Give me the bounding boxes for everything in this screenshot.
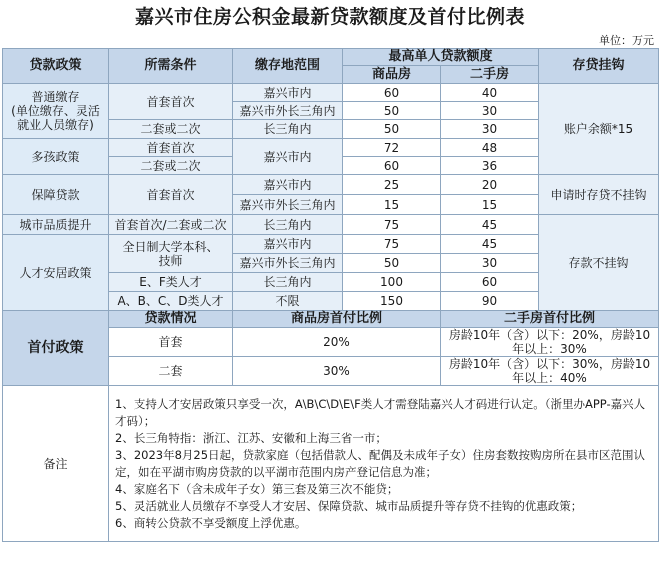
scope-cell: 嘉兴市内: [233, 175, 343, 195]
down-payment-first: 首套: [109, 328, 233, 357]
note-item: 3、2023年8月25日起，贷款家庭（包括借款人、配偶及未成年子女）住房套数按购房所在县市区范围认定，如在平湖市购房贷款的以平湖市范围内房产登记信息为准；: [115, 447, 646, 479]
condition-cell: 全日制大学本科、 技师: [109, 235, 233, 273]
header-condition: 所需条件: [109, 49, 233, 84]
condition-cell: E、F类人才: [109, 273, 233, 292]
scope-cell: 嘉兴市外长三角内: [233, 195, 343, 215]
commercial-quota: 60: [343, 157, 441, 175]
notes-content: [109, 386, 659, 542]
down-payment-second-header: 二手房首付比例: [441, 311, 659, 328]
policy-city-quality: 城市品质提升: [3, 215, 109, 235]
scope-cell: 长三角内: [233, 273, 343, 292]
down-payment-commercial-header: 商品房首付比例: [233, 311, 441, 328]
note-item: 1、支持人才安居政策只享受一次，A\B\C\D\E\F类人才需登陆嘉兴人才码进行认定。（浙里办APP-嘉兴人才码）；: [115, 396, 646, 428]
note-item: 6、商转公贷款不享受额度上浮优惠。: [115, 515, 307, 530]
linkage-not-linked: 存款不挂钩: [539, 215, 659, 311]
header-policy: 贷款政策: [3, 49, 109, 84]
scope-cell: 嘉兴市内: [233, 84, 343, 102]
commercial-quota: 15: [343, 195, 441, 215]
second-hand-quota: 15: [441, 195, 539, 215]
second-hand-quota: 40: [441, 84, 539, 102]
second-hand-quota: 90: [441, 292, 539, 311]
note-item: 5、灵活就业人员缴存不享受人才安居、保障贷款、城市品质提升等存贷不挂钩的优惠政策；: [115, 498, 583, 513]
condition-cell: A、B、C、D类人才: [109, 292, 233, 311]
commercial-quota: 75: [343, 215, 441, 235]
header-commercial: 商品房: [343, 66, 441, 84]
page-title: 嘉兴市住房公积金最新贷款额度及首付比例表: [134, 6, 525, 28]
commercial-quota: 60: [343, 84, 441, 102]
note-item: 4、家庭名下（含未成年子女）第三套及第三次不能贷；: [115, 481, 399, 496]
scope-cell: 嘉兴市外长三角内: [233, 254, 343, 273]
second-hand-quota: 30: [441, 102, 539, 120]
second-hand-quota: 60: [441, 273, 539, 292]
down-payment-first-commercial: 20%: [233, 328, 441, 357]
second-hand-quota: 20: [441, 175, 539, 195]
down-payment-loan-status: 贷款情况: [109, 311, 233, 328]
commercial-quota: 100: [343, 273, 441, 292]
commercial-quota: 50: [343, 120, 441, 139]
policy-multi-child: 多孩政策: [3, 139, 109, 175]
header-second-hand: 二手房: [441, 66, 539, 84]
commercial-quota: 72: [343, 139, 441, 157]
linkage-apply: 申请时存贷不挂钩: [539, 175, 659, 215]
note-item: 2、长三角特指：浙江、江苏、安徽和上海三省一市；: [115, 430, 387, 445]
condition-cell: 二套或二次: [109, 120, 233, 139]
condition-cell: 首套首次: [109, 84, 233, 120]
policy-talent: 人才安居政策: [3, 235, 109, 311]
scope-cell: 嘉兴市外长三角内: [233, 102, 343, 120]
commercial-quota: 50: [343, 254, 441, 273]
second-hand-quota: 30: [441, 120, 539, 139]
commercial-quota: 75: [343, 235, 441, 254]
scope-cell: 长三角内: [233, 215, 343, 235]
notes-label: 备注: [3, 386, 109, 542]
condition-cell: 首套首次: [109, 139, 233, 157]
linkage-balance: 账户余额*15: [539, 84, 659, 175]
commercial-quota: 50: [343, 102, 441, 120]
down-payment-first-second: 房龄10年（含）以下：20%，房龄10年以上：30%: [441, 328, 659, 357]
second-hand-quota: 30: [441, 254, 539, 273]
unit-label: 单位：万元: [599, 34, 654, 47]
loan-table: [2, 48, 659, 542]
down-payment-second-commercial: 30%: [233, 357, 441, 386]
header-linkage: 存贷挂钩: [539, 49, 659, 84]
second-hand-quota: 36: [441, 157, 539, 175]
scope-cell: 嘉兴市内: [233, 235, 343, 254]
second-hand-quota: 45: [441, 215, 539, 235]
second-hand-quota: 45: [441, 235, 539, 254]
policy-guarantee: 保障贷款: [3, 175, 109, 215]
condition-cell: 首套首次: [109, 175, 233, 215]
condition-cell: 二套或二次: [109, 157, 233, 175]
condition-cell: 首套首次/二套或二次: [109, 215, 233, 235]
scope-cell: 不限: [233, 292, 343, 311]
commercial-quota: 150: [343, 292, 441, 311]
commercial-quota: 25: [343, 175, 441, 195]
scope-cell: 长三角内: [233, 120, 343, 139]
down-payment-second-second: 房龄10年（含）以下：30%，房龄10年以上：40%: [441, 357, 659, 386]
second-hand-quota: 48: [441, 139, 539, 157]
scope-cell: 嘉兴市内: [233, 139, 343, 175]
header-scope: 缴存地范围: [233, 49, 343, 84]
header-max-quota: 最高单人贷款额度: [343, 49, 539, 66]
policy-ordinary: 普通缴存 (单位缴存、灵活 就业人员缴存): [3, 84, 109, 139]
down-payment-label: 首付政策: [3, 311, 109, 386]
down-payment-second: 二套: [109, 357, 233, 386]
